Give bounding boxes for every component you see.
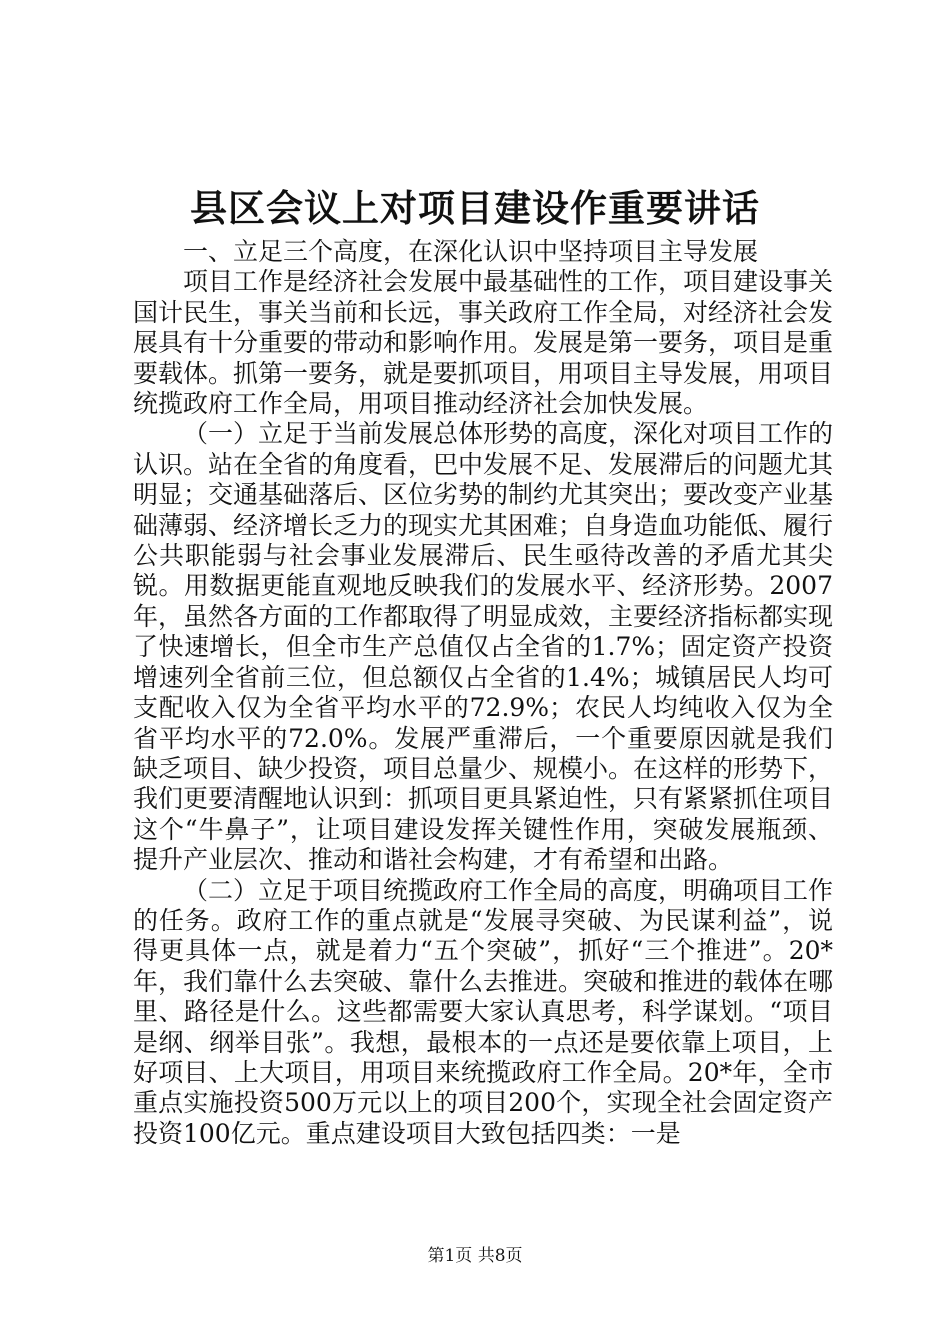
page-footer: 第1页 共8页 (427, 1246, 523, 1266)
section-heading: 一、立足三个高度，在深化认识中坚持项目主导发展 (183, 237, 759, 266)
body-paragraph: （一）立足于当前发展总体形势的高度，深化对项目工作的认识。站在全省的角度看，巴中发展不足、发展滞后的问题尤其明显；交通基础落后、区位劣势的制约尤其突出；要改变产业基础薄弱、经济增长乏力的现实尤其困难；自身造血功能低、履行公共职能弱与社会事业发展滞后、民生亟待改善的矛盾尤其尖锐。用数据更能直观地反映我们的发展水平、经济形势。2007年，虽然各方面的工作都取得了明显成效，主要经济指标都实现了快速增长，但全市生产总值仅占全省的1.7%；固定资产投资增速列全省前三位，但总额仅占全省的1.4%；城镇居民人均可支配收入仅为全省平均水平的72.9%；农民人均纯收入仅为全省平均水平的72.0%。发展严重滞后，一个重要原因就是我们缺乏项目、缺少投资，项目总量少、规模小。在这样的形势下，我们更要清醒地认识到：抓项目更具紧迫性，只有紧紧抓住项目这个“牛鼻子”，让项目建设发挥关键性作用，突破发展瓶颈、提升产业层次、推动和谐社会构建，才有希望和出路。 (133, 419, 834, 875)
body-paragraph: 项目工作是经济社会发展中最基础性的工作，项目建设事关国计民生，事关当前和长远，事关政府工作全局，对经济社会发展具有十分重要的带动和影响作用。发展是第一要务，项目是重要载体。抓第一要务，就是要抓项目，用项目主导发展，用项目统揽政府工作全局，用项目推动经济社会加快发展。 (133, 267, 834, 419)
body-paragraph: （二）立足于项目统揽政府工作全局的高度，明确项目工作的任务。政府工作的重点就是“发展寻突破、为民谋利益”，说得更具体一点，就是着力“五个突破”，抓好“三个推进”。20*年，我们靠什么去突破、靠什么去推进。突破和推进的载体在哪里、路径是什么。这些都需要大家认真思考，科学谋划。“项目是纲、纲举目张”。我想，最根本的一点还是要依靠上项目，上好项目、上大项目，用项目来统揽政府工作全局。20*年，全市重点实施投资500万元以上的项目200个，实现全社会固定资产投资100亿元。重点建设项目大致包括四类：一是 (133, 875, 834, 1148)
document-body (133, 237, 833, 1149)
document-title: 县区会议上对项目建设作重要讲话 (190, 186, 760, 230)
